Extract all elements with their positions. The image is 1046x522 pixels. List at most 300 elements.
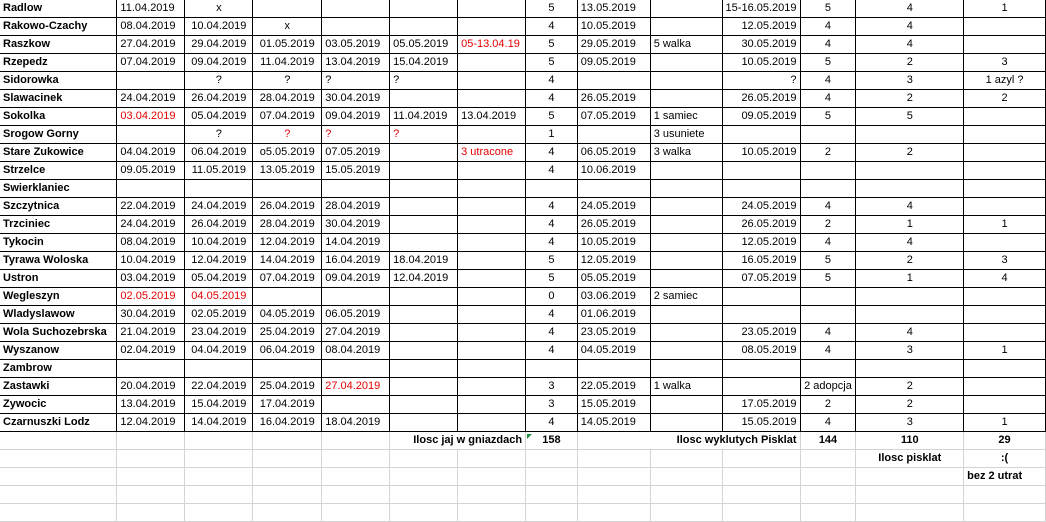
table-cell[interactable]: [964, 396, 1046, 414]
table-cell[interactable]: [650, 162, 722, 180]
table-cell[interactable]: 02.05.2019: [117, 288, 185, 306]
site-name-cell[interactable]: Rakowo-Czachy: [0, 18, 117, 36]
table-cell[interactable]: 11.04.2019: [253, 54, 322, 72]
table-cell[interactable]: 03.04.2019: [117, 108, 185, 126]
table-cell[interactable]: 2: [856, 90, 964, 108]
site-name-cell[interactable]: Srogow Gorny: [0, 126, 117, 144]
table-cell[interactable]: [458, 306, 526, 324]
table-cell[interactable]: [458, 162, 526, 180]
table-cell[interactable]: 3: [856, 72, 964, 90]
table-cell[interactable]: [458, 72, 526, 90]
site-name-cell[interactable]: Wegleszyn: [0, 288, 117, 306]
table-cell[interactable]: 23.04.2019: [185, 324, 253, 342]
table-cell[interactable]: 5: [800, 252, 856, 270]
table-cell[interactable]: 29.04.2019: [185, 36, 253, 54]
table-cell[interactable]: 1: [964, 414, 1046, 432]
table-cell[interactable]: 05.05.2019: [577, 270, 650, 288]
site-name-cell[interactable]: Tyrawa Woloska: [0, 252, 117, 270]
table-cell[interactable]: 30.04.2019: [117, 306, 185, 324]
table-cell[interactable]: 24.04.2019: [185, 198, 253, 216]
table-cell[interactable]: 27.04.2019: [117, 36, 185, 54]
table-cell[interactable]: [800, 180, 856, 198]
table-cell[interactable]: [117, 360, 185, 378]
table-cell[interactable]: 10.04.2019: [117, 252, 185, 270]
table-cell[interactable]: 5: [526, 108, 578, 126]
table-cell[interactable]: 3: [526, 396, 578, 414]
table-cell[interactable]: 10.04.2019: [185, 18, 253, 36]
table-cell[interactable]: [458, 180, 526, 198]
table-cell[interactable]: 3: [964, 54, 1046, 72]
table-cell[interactable]: 07.05.2019: [577, 108, 650, 126]
table-cell[interactable]: o5.05.2019: [253, 144, 322, 162]
table-cell[interactable]: 26.05.2019: [722, 216, 800, 234]
table-cell[interactable]: [458, 0, 526, 18]
table-cell[interactable]: [800, 360, 856, 378]
table-cell[interactable]: [458, 126, 526, 144]
table-cell[interactable]: 08.04.2019: [117, 234, 185, 252]
table-cell[interactable]: 1: [856, 270, 964, 288]
table-cell[interactable]: [322, 288, 390, 306]
table-cell[interactable]: [390, 180, 458, 198]
table-cell[interactable]: ?: [390, 72, 458, 90]
table-cell[interactable]: 4: [856, 198, 964, 216]
eggs-total-label[interactable]: Ilosc jaj w gniazdach: [390, 432, 526, 450]
table-cell[interactable]: [722, 288, 800, 306]
table-cell[interactable]: 11.04.2019: [390, 108, 458, 126]
table-cell[interactable]: 04.04.2019: [117, 144, 185, 162]
table-cell[interactable]: [390, 198, 458, 216]
table-cell[interactable]: [390, 234, 458, 252]
table-cell[interactable]: [253, 288, 322, 306]
table-cell[interactable]: 15.05.2019: [722, 414, 800, 432]
table-cell[interactable]: 4: [526, 90, 578, 108]
table-cell[interactable]: 5 walka: [650, 36, 722, 54]
table-cell[interactable]: 2: [856, 378, 964, 396]
table-cell[interactable]: 05.04.2019: [185, 108, 253, 126]
table-cell[interactable]: 08.05.2019: [722, 342, 800, 360]
table-cell[interactable]: [650, 54, 722, 72]
table-cell[interactable]: [577, 72, 650, 90]
table-cell[interactable]: [964, 378, 1046, 396]
table-cell[interactable]: 12.04.2019: [390, 270, 458, 288]
table-cell[interactable]: 12.04.2019: [253, 234, 322, 252]
table-cell[interactable]: [856, 288, 964, 306]
table-cell[interactable]: [458, 324, 526, 342]
table-cell[interactable]: [458, 288, 526, 306]
table-cell[interactable]: [650, 414, 722, 432]
table-cell[interactable]: [390, 0, 458, 18]
table-cell[interactable]: 09.04.2019: [185, 54, 253, 72]
table-cell[interactable]: [253, 180, 322, 198]
table-cell[interactable]: [650, 198, 722, 216]
table-cell[interactable]: 04.05.2019: [185, 288, 253, 306]
table-cell[interactable]: 10.05.2019: [722, 54, 800, 72]
table-cell[interactable]: 12.04.2019: [117, 414, 185, 432]
table-cell[interactable]: 16.04.2019: [322, 252, 390, 270]
table-cell[interactable]: 08.04.2019: [117, 18, 185, 36]
table-cell[interactable]: [800, 306, 856, 324]
table-cell[interactable]: [117, 126, 185, 144]
table-cell[interactable]: 4: [856, 36, 964, 54]
table-cell[interactable]: 23.05.2019: [722, 324, 800, 342]
table-cell[interactable]: [458, 378, 526, 396]
table-cell[interactable]: [964, 234, 1046, 252]
table-cell[interactable]: 01.06.2019: [577, 306, 650, 324]
table-cell[interactable]: [722, 360, 800, 378]
table-cell[interactable]: [964, 198, 1046, 216]
table-cell[interactable]: [650, 0, 722, 18]
table-cell[interactable]: 27.04.2019: [322, 324, 390, 342]
table-cell[interactable]: 26.05.2019: [722, 90, 800, 108]
site-name-cell[interactable]: Trzciniec: [0, 216, 117, 234]
table-cell[interactable]: 1: [964, 216, 1046, 234]
table-cell[interactable]: [322, 0, 390, 18]
table-cell[interactable]: 5: [526, 36, 578, 54]
table-cell[interactable]: 27.04.2019: [322, 378, 390, 396]
table-cell[interactable]: 2: [856, 252, 964, 270]
table-cell[interactable]: 0: [526, 288, 578, 306]
table-cell[interactable]: 10.06.2019: [577, 162, 650, 180]
table-cell[interactable]: [458, 270, 526, 288]
table-cell[interactable]: x: [253, 18, 322, 36]
table-cell[interactable]: 10.05.2019: [577, 234, 650, 252]
site-name-cell[interactable]: Sokolka: [0, 108, 117, 126]
table-cell[interactable]: 1: [964, 0, 1046, 18]
table-cell[interactable]: [458, 198, 526, 216]
site-name-cell[interactable]: Czarnuszki Lodz: [0, 414, 117, 432]
table-cell[interactable]: [390, 324, 458, 342]
table-cell[interactable]: [650, 342, 722, 360]
table-cell[interactable]: [526, 180, 578, 198]
table-cell[interactable]: 12.05.2019: [722, 234, 800, 252]
table-cell[interactable]: [650, 216, 722, 234]
table-cell[interactable]: 3 usuniete: [650, 126, 722, 144]
table-cell[interactable]: 4: [856, 234, 964, 252]
table-cell[interactable]: 4: [526, 72, 578, 90]
table-cell[interactable]: [322, 180, 390, 198]
table-cell[interactable]: 4: [800, 414, 856, 432]
note-cell[interactable]: bez 2 utrat: [964, 468, 1046, 486]
table-cell[interactable]: 18.04.2019: [390, 252, 458, 270]
table-cell[interactable]: 12.05.2019: [577, 252, 650, 270]
table-cell[interactable]: [458, 90, 526, 108]
table-cell[interactable]: [722, 126, 800, 144]
table-cell[interactable]: [390, 162, 458, 180]
table-cell[interactable]: 4: [800, 90, 856, 108]
table-cell[interactable]: [185, 180, 253, 198]
table-cell[interactable]: ?: [185, 72, 253, 90]
table-cell[interactable]: 3: [964, 252, 1046, 270]
table-cell[interactable]: 15.04.2019: [185, 396, 253, 414]
table-cell[interactable]: 10.05.2019: [577, 18, 650, 36]
table-cell[interactable]: 28.04.2019: [253, 90, 322, 108]
table-cell[interactable]: [964, 162, 1046, 180]
site-name-cell[interactable]: Swierklaniec: [0, 180, 117, 198]
table-cell[interactable]: 2: [800, 396, 856, 414]
table-cell[interactable]: 13.05.2019: [577, 0, 650, 18]
table-cell[interactable]: ?: [390, 126, 458, 144]
table-cell[interactable]: 2: [800, 216, 856, 234]
table-cell[interactable]: [322, 360, 390, 378]
lost-total-value[interactable]: 29: [964, 432, 1046, 450]
site-name-cell[interactable]: Zywocic: [0, 396, 117, 414]
table-cell[interactable]: [800, 288, 856, 306]
site-name-cell[interactable]: Ustron: [0, 270, 117, 288]
table-cell[interactable]: [390, 306, 458, 324]
site-name-cell[interactable]: Szczytnica: [0, 198, 117, 216]
table-cell[interactable]: 2: [856, 54, 964, 72]
table-cell[interactable]: 1: [526, 126, 578, 144]
table-cell[interactable]: 24.04.2019: [117, 90, 185, 108]
table-cell[interactable]: [650, 72, 722, 90]
table-cell[interactable]: [856, 180, 964, 198]
table-cell[interactable]: 05.04.2019: [185, 270, 253, 288]
table-cell[interactable]: 5: [526, 270, 578, 288]
table-cell[interactable]: 4: [526, 18, 578, 36]
site-name-cell[interactable]: Tykocin: [0, 234, 117, 252]
table-cell[interactable]: 07.05.2019: [322, 144, 390, 162]
table-cell[interactable]: 2: [856, 144, 964, 162]
table-cell[interactable]: [390, 18, 458, 36]
table-cell[interactable]: [964, 126, 1046, 144]
table-cell[interactable]: [322, 396, 390, 414]
table-cell[interactable]: 5: [800, 108, 856, 126]
table-cell[interactable]: 15-16.05.2019: [722, 0, 800, 18]
table-cell[interactable]: x: [185, 0, 253, 18]
table-cell[interactable]: 16.04.2019: [253, 414, 322, 432]
table-cell[interactable]: [650, 180, 722, 198]
table-cell[interactable]: 30.04.2019: [322, 90, 390, 108]
table-cell[interactable]: 10.05.2019: [722, 144, 800, 162]
table-cell[interactable]: ?: [322, 126, 390, 144]
table-cell[interactable]: 24.05.2019: [722, 198, 800, 216]
table-cell[interactable]: 23.05.2019: [577, 324, 650, 342]
table-cell[interactable]: ?: [322, 72, 390, 90]
table-cell[interactable]: 01.05.2019: [253, 36, 322, 54]
table-cell[interactable]: 4: [526, 198, 578, 216]
table-cell[interactable]: 09.05.2019: [577, 54, 650, 72]
table-cell[interactable]: 14.05.2019: [577, 414, 650, 432]
table-cell[interactable]: 26.05.2019: [577, 90, 650, 108]
site-name-cell[interactable]: Zambrow: [0, 360, 117, 378]
table-cell[interactable]: 09.05.2019: [117, 162, 185, 180]
table-cell[interactable]: 15.04.2019: [390, 54, 458, 72]
table-cell[interactable]: 4: [526, 306, 578, 324]
table-cell[interactable]: 3 walka: [650, 144, 722, 162]
table-cell[interactable]: [253, 360, 322, 378]
table-cell[interactable]: 18.04.2019: [322, 414, 390, 432]
site-name-cell[interactable]: Rzepedz: [0, 54, 117, 72]
table-cell[interactable]: [650, 234, 722, 252]
table-cell[interactable]: 12.04.2019: [185, 252, 253, 270]
chicks-total-value[interactable]: 110: [856, 432, 964, 450]
table-cell[interactable]: 06.04.2019: [253, 342, 322, 360]
site-name-cell[interactable]: Radlow: [0, 0, 117, 18]
table-cell[interactable]: [650, 270, 722, 288]
table-cell[interactable]: 4: [526, 342, 578, 360]
table-cell[interactable]: 4: [800, 18, 856, 36]
hatched-total-value[interactable]: 144: [800, 432, 856, 450]
table-cell[interactable]: [458, 342, 526, 360]
table-cell[interactable]: 15.05.2019: [577, 396, 650, 414]
table-cell[interactable]: 30.05.2019: [722, 36, 800, 54]
table-cell[interactable]: 2: [856, 396, 964, 414]
hatched-total-label[interactable]: Ilosc wyklutych Pisklat: [577, 432, 800, 450]
table-cell[interactable]: 3: [526, 378, 578, 396]
table-cell[interactable]: [856, 360, 964, 378]
table-cell[interactable]: [577, 180, 650, 198]
table-cell[interactable]: 12.05.2019: [722, 18, 800, 36]
table-cell[interactable]: 3 utracone: [458, 144, 526, 162]
table-cell[interactable]: 14.04.2019: [253, 252, 322, 270]
site-name-cell[interactable]: Stare Zukowice: [0, 144, 117, 162]
table-cell[interactable]: 4: [856, 18, 964, 36]
table-cell[interactable]: [390, 378, 458, 396]
table-cell[interactable]: 1 walka: [650, 378, 722, 396]
table-cell[interactable]: [964, 108, 1046, 126]
table-cell[interactable]: [390, 414, 458, 432]
table-cell[interactable]: 04.05.2019: [577, 342, 650, 360]
table-cell[interactable]: [458, 360, 526, 378]
table-cell[interactable]: [390, 90, 458, 108]
table-cell[interactable]: 4: [856, 0, 964, 18]
table-cell[interactable]: [722, 378, 800, 396]
table-cell[interactable]: 07.04.2019: [117, 54, 185, 72]
table-cell[interactable]: 4: [800, 36, 856, 54]
table-cell[interactable]: 5: [800, 0, 856, 18]
table-cell[interactable]: [390, 288, 458, 306]
table-cell[interactable]: 02.05.2019: [185, 306, 253, 324]
table-cell[interactable]: [964, 18, 1046, 36]
table-cell[interactable]: 4: [800, 342, 856, 360]
table-cell[interactable]: 04.05.2019: [253, 306, 322, 324]
table-cell[interactable]: [650, 18, 722, 36]
table-cell[interactable]: [526, 360, 578, 378]
site-name-cell[interactable]: Wyszanow: [0, 342, 117, 360]
table-cell[interactable]: 07.04.2019: [253, 270, 322, 288]
table-cell[interactable]: 24.04.2019: [117, 216, 185, 234]
table-cell[interactable]: [458, 54, 526, 72]
site-name-cell[interactable]: Strzelce: [0, 162, 117, 180]
site-name-cell[interactable]: Sidorowka: [0, 72, 117, 90]
table-cell[interactable]: ?: [722, 72, 800, 90]
table-cell[interactable]: 4: [800, 324, 856, 342]
chicks-label[interactable]: Ilosc pisklat: [856, 450, 964, 468]
table-cell[interactable]: 4: [964, 270, 1046, 288]
table-cell[interactable]: 08.04.2019: [322, 342, 390, 360]
site-name-cell[interactable]: Slawacinek: [0, 90, 117, 108]
table-cell[interactable]: 17.05.2019: [722, 396, 800, 414]
table-cell[interactable]: 11.04.2019: [117, 0, 185, 18]
table-cell[interactable]: 4: [526, 414, 578, 432]
table-cell[interactable]: 22.04.2019: [185, 378, 253, 396]
table-cell[interactable]: 28.04.2019: [253, 216, 322, 234]
table-cell[interactable]: [964, 360, 1046, 378]
table-cell[interactable]: 05.05.2019: [390, 36, 458, 54]
table-cell[interactable]: 3: [856, 342, 964, 360]
table-cell[interactable]: 4: [526, 324, 578, 342]
site-name-cell[interactable]: Wola Suchozebrska: [0, 324, 117, 342]
table-cell[interactable]: [650, 90, 722, 108]
table-cell[interactable]: 2: [800, 144, 856, 162]
table-cell[interactable]: 03.04.2019: [117, 270, 185, 288]
table-cell[interactable]: 3: [856, 414, 964, 432]
table-cell[interactable]: [458, 18, 526, 36]
table-cell[interactable]: 30.04.2019: [322, 216, 390, 234]
table-cell[interactable]: [390, 144, 458, 162]
table-cell[interactable]: 22.04.2019: [117, 198, 185, 216]
table-cell[interactable]: [800, 162, 856, 180]
table-cell[interactable]: [856, 162, 964, 180]
table-cell[interactable]: [577, 126, 650, 144]
table-cell[interactable]: ?: [185, 126, 253, 144]
table-cell[interactable]: 09.04.2019: [322, 108, 390, 126]
table-cell[interactable]: 11.05.2019: [185, 162, 253, 180]
table-cell[interactable]: [964, 36, 1046, 54]
table-cell[interactable]: [856, 306, 964, 324]
table-cell[interactable]: [650, 324, 722, 342]
table-cell[interactable]: 09.04.2019: [322, 270, 390, 288]
table-cell[interactable]: 4: [800, 198, 856, 216]
table-cell[interactable]: 29.05.2019: [577, 36, 650, 54]
table-cell[interactable]: [650, 252, 722, 270]
table-cell[interactable]: ?: [253, 126, 322, 144]
table-cell[interactable]: 03.05.2019: [322, 36, 390, 54]
table-cell[interactable]: 04.04.2019: [185, 342, 253, 360]
table-cell[interactable]: [458, 252, 526, 270]
table-cell[interactable]: [253, 0, 322, 18]
table-cell[interactable]: [650, 396, 722, 414]
table-cell[interactable]: 24.05.2019: [577, 198, 650, 216]
table-cell[interactable]: 02.04.2019: [117, 342, 185, 360]
table-cell[interactable]: 03.06.2019: [577, 288, 650, 306]
table-cell[interactable]: [458, 414, 526, 432]
table-cell[interactable]: 15.05.2019: [322, 162, 390, 180]
table-cell[interactable]: 4: [526, 144, 578, 162]
table-cell[interactable]: 5: [526, 54, 578, 72]
table-cell[interactable]: [390, 216, 458, 234]
table-cell[interactable]: 13.05.2019: [253, 162, 322, 180]
table-cell[interactable]: [964, 324, 1046, 342]
table-cell[interactable]: 21.04.2019: [117, 324, 185, 342]
table-cell[interactable]: [117, 180, 185, 198]
table-cell[interactable]: 4: [800, 234, 856, 252]
table-cell[interactable]: 05-13.04.19: [458, 36, 526, 54]
table-cell[interactable]: [964, 288, 1046, 306]
table-cell[interactable]: 26.04.2019: [185, 216, 253, 234]
table-cell[interactable]: [390, 396, 458, 414]
table-cell[interactable]: 5: [856, 108, 964, 126]
table-cell[interactable]: 13.04.2019: [458, 108, 526, 126]
table-cell[interactable]: 06.05.2019: [577, 144, 650, 162]
table-cell[interactable]: 26.04.2019: [185, 90, 253, 108]
table-cell[interactable]: [185, 360, 253, 378]
site-name-cell[interactable]: Raszkow: [0, 36, 117, 54]
table-cell[interactable]: [322, 18, 390, 36]
table-cell[interactable]: 16.05.2019: [722, 252, 800, 270]
table-cell[interactable]: 28.04.2019: [322, 198, 390, 216]
table-cell[interactable]: 06.05.2019: [322, 306, 390, 324]
table-cell[interactable]: [964, 180, 1046, 198]
table-cell[interactable]: 07.05.2019: [722, 270, 800, 288]
table-cell[interactable]: 5: [800, 270, 856, 288]
table-cell[interactable]: [722, 162, 800, 180]
table-cell[interactable]: [856, 126, 964, 144]
table-cell[interactable]: [117, 72, 185, 90]
table-cell[interactable]: 20.04.2019: [117, 378, 185, 396]
table-cell[interactable]: 5: [526, 252, 578, 270]
table-cell[interactable]: [722, 306, 800, 324]
